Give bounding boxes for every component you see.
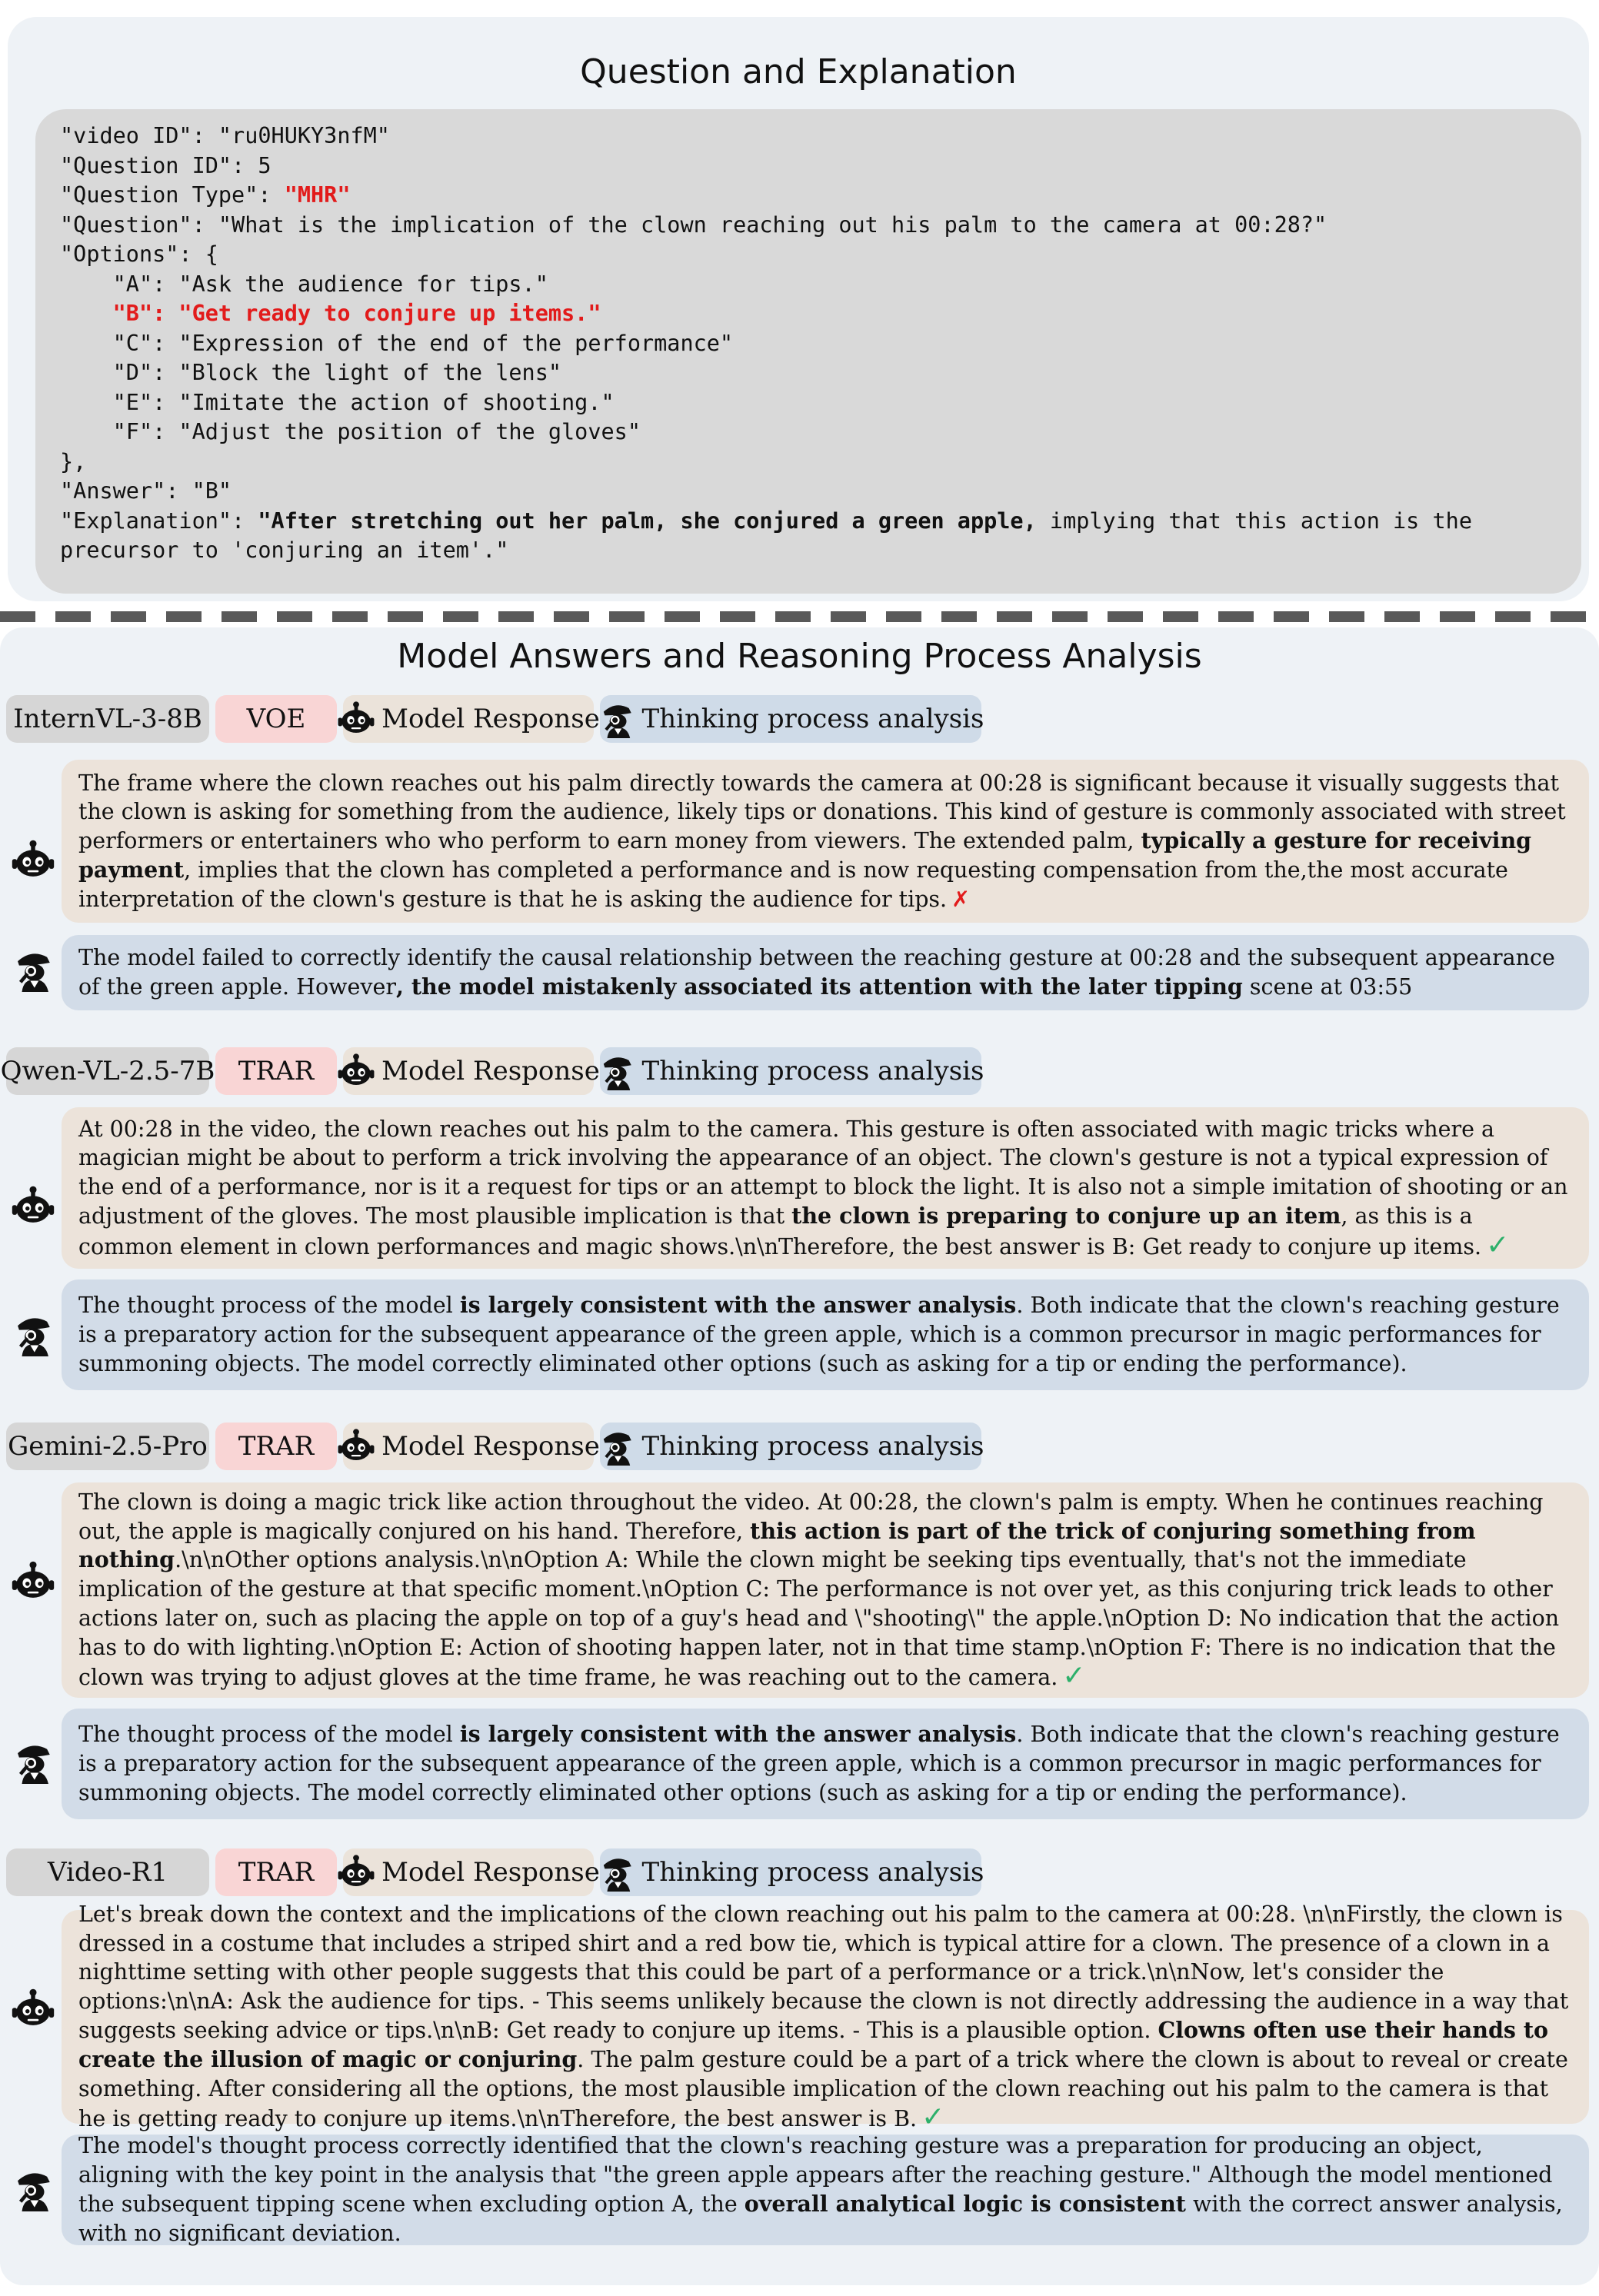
detective-icon — [598, 1052, 636, 1090]
analysis-text-bold: is largely consistent with the answer analysis — [459, 1292, 1017, 1319]
robot-icon — [337, 1853, 375, 1892]
model-response-box — [62, 1482, 1589, 1698]
analysis-text-plain: . Both indicate that the clown's reaching gesture is a preparatory action for the subsequent appearance of the green apple, which is a common precursor in magic performances for summoning objects. The model correctly eliminated other options (such as asking for a tip or ending the performance). — [78, 1293, 1560, 1376]
thinking-analysis-text — [78, 943, 1572, 1002]
correct-answer-icon: ✓ — [1486, 1229, 1510, 1261]
analysis-text-plain: The model failed to correctly identify the causal relationship between the reaching gesture at 00:28 and the subsequent appearance of the green apple. However — [78, 945, 1555, 1000]
dashed-divider — [0, 611, 1599, 622]
response-text-plain: , implies that the clown has completed a performance and is now requesting compensation from the,the most accurate interpretation of the clown's gesture is that he is asking the audience for tips. — [78, 857, 1508, 912]
code-explanation-key: "Explanation": — [60, 507, 258, 534]
question-panel — [8, 17, 1589, 601]
model-response-label — [343, 695, 600, 743]
code-question-type — [60, 181, 1557, 211]
model-name-badge: InternVL-3-8B — [6, 695, 209, 743]
response-text-plain: Let's break down the context and the implications of the clown reaching out his palm to the camera at 00:28. \n\nFirstly, the clown is dressed in a costume that includes a striped shirt and a red bow tie, which is typical attire for a clown. The presence of a clown in a nighttime setting with other people suggests that this could be part of a performance or a trick.\n\nNow, let's consider the options:\n\nA: Ask the audience for tips. - This seems unlikely because the clown is not directly addressing the audience in a way that suggests seeking advice or tips.\n\nB: Get ready to conjure up items. - This is a plausible option. — [78, 1901, 1569, 2043]
analysis-text-plain: . Both indicate that the clown's reaching gesture is a preparatory action for the subsequent appearance of the green apple, which is a common precursor in magic performances for summoning objects. The model correctly eliminated other options (such as asking for a tip or ending the performance). — [78, 1722, 1560, 1805]
question-code-block — [35, 109, 1581, 594]
code-option-a: "A": "Ask the audience for tips." — [60, 271, 548, 297]
thinking-analysis-box — [62, 1279, 1589, 1390]
code-question-id: "Question ID": 5 — [60, 152, 271, 178]
thinking-analysis-box — [62, 1709, 1589, 1819]
correct-answer-icon: ✓ — [921, 2101, 945, 2134]
thinking-analysis-label — [600, 1047, 984, 1095]
detective-icon — [598, 1427, 636, 1466]
thinking-analysis-label-text: Thinking process analysis — [641, 1056, 984, 1086]
thinking-analysis-text — [78, 1291, 1572, 1378]
code-answer: "Answer": "B" — [60, 478, 232, 504]
error-type-badge: TRAR — [215, 1848, 337, 1896]
model-response-label-text: Model Response — [381, 1431, 600, 1462]
analysis-text-plain: The thought process of the model — [78, 1722, 460, 1748]
model-response-label — [343, 1047, 600, 1095]
error-type-badge: TRAR — [215, 1047, 337, 1095]
robot-icon — [337, 1052, 375, 1090]
response-text-plain: . The palm gesture could be a part of a trick where the clown is about to reveal or create something. After considering all the options, the most plausible implication of the clown reaching out his palm to the camera is that he is getting ready to conjure up items.\n\nTherefore, the best answer is B. — [78, 2046, 1568, 2132]
code-option-c: "C": "Expression of the end of the performance" — [60, 330, 734, 356]
thinking-analysis-text — [78, 1720, 1572, 1807]
response-text-plain: At 00:28 in the video, the clown reaches out his palm to the camera. This gesture is often associated with magic tricks where a magician might be about to perform a trick involving the appearance of an object. The clown's gesture is not a typical expression of the end of a performance, nor is it a request for tips or an attempt to block the light. It is also not a simple imitation of shooting or an adjustment of the gloves. The most plausible implication is that — [78, 1116, 1568, 1229]
detective-icon — [11, 1739, 55, 1784]
analysis-text-bold: , the model mistakenly associated its attention with the later tipping — [395, 973, 1243, 1000]
code-question-type-value: "MHR" — [284, 182, 351, 208]
robot-icon — [11, 1184, 55, 1229]
code-explanation-line2: precursor to 'conjuring an item'." — [60, 537, 509, 563]
model-response-text — [78, 1115, 1572, 1262]
analysis-text-bold: overall analytical logic is consistent — [744, 2191, 1186, 2217]
code-options-open: "Options": { — [60, 241, 218, 267]
response-text-plain: , as this is a common element in clown performances and magic shows.\n\nTherefore, the best answer is B: Get ready to conjure up items. — [78, 1203, 1482, 1259]
response-text-bold: typically a gesture for receiving payment — [78, 827, 1532, 883]
detective-icon — [11, 1312, 55, 1356]
detective-icon — [598, 700, 636, 738]
code-video-id: "video ID": "ru0HUKY3nfM" — [60, 123, 390, 148]
thinking-analysis-label — [600, 695, 984, 743]
robot-icon — [11, 1559, 55, 1604]
response-text-plain: The clown is doing a magic trick like action throughout the video. At 00:28, the clown's palm is empty. When he continues reaching out, the apple is magically conjured on his hand. Therefore, — [78, 1489, 1544, 1544]
code-option-e: "E": "Imitate the action of shooting." — [60, 389, 615, 415]
robot-icon — [337, 700, 375, 738]
robot-icon — [11, 838, 55, 883]
thinking-analysis-label-text: Thinking process analysis — [641, 1431, 984, 1462]
thinking-analysis-label — [600, 1848, 984, 1896]
analysis-text-plain: The thought process of the model — [78, 1293, 460, 1319]
model-response-box — [62, 1107, 1589, 1269]
model-name-badge: Video-R1 — [6, 1848, 209, 1896]
wrong-answer-icon: ✗ — [951, 886, 971, 912]
thinking-analysis-label — [600, 1423, 984, 1470]
model-response-label-text: Model Response — [381, 1857, 600, 1888]
analysis-text-plain: with the correct answer analysis, with no significant deviation. — [78, 2191, 1563, 2246]
code-option-f: "F": "Adjust the position of the gloves" — [60, 419, 641, 444]
model-response-text — [78, 769, 1572, 914]
thinking-analysis-label-text: Thinking process analysis — [641, 1857, 984, 1888]
model-response-label — [343, 1423, 600, 1470]
error-type-badge: TRAR — [215, 1423, 337, 1470]
code-explanation-bold: "After stretching out her palm, she conjured a green apple, — [258, 507, 1037, 534]
model-response-label-text: Model Response — [381, 704, 600, 734]
detective-icon — [11, 2167, 55, 2211]
analysis-text-bold: is largely consistent with the answer analysis — [459, 1721, 1017, 1748]
code-explanation-rest: implying that this action is the — [1036, 507, 1472, 534]
analysis-text-plain: The model's thought process correctly identified that the clown's reaching gesture was a preparation for producing an object, aligning with the key point in the analysis that "the green apple appears after the reaching gesture." Although the model mentioned the subsequent tipping scene when excluding option A, the — [78, 2133, 1553, 2217]
model-response-label-text: Model Response — [381, 1056, 600, 1086]
code-question: "Question": "What is the implication of the clown reaching out his palm to the camera at 00:28?" — [60, 211, 1328, 238]
robot-icon — [11, 1987, 55, 2031]
answers-panel-title: Model Answers and Reasoning Process Analysis — [397, 637, 1202, 676]
question-panel-title: Question and Explanation — [580, 52, 1017, 92]
detective-icon — [598, 1853, 636, 1892]
error-type-badge: VOE — [215, 695, 337, 743]
code-options-close: }, — [60, 448, 87, 474]
thinking-analysis-label-text: Thinking process analysis — [641, 704, 984, 734]
response-text-plain: .\n\nOther options analysis.\n\nOption A: While the clown might be seeking tips eventually, that's not the immediate implication of the gesture at that specific moment.\nOption C: The performance is not over yet, as this conjuring trick leads to other actions later on, such as placing the apple on top of a guy's head and \"shooting\" the apple.\nOption D: No indication that the action has to do with lighting.\nOption E: Action of shooting happen later, not in that time stamp.\nOption F: There is no indication that the clown was trying to adjust gloves at the time frame, he was reaching out to the camera. — [78, 1547, 1560, 1691]
model-name-badge: Gemini-2.5-Pro — [6, 1423, 209, 1470]
response-text-bold: this action is part of the trick of conjuring something from nothing — [78, 1517, 1476, 1573]
correct-answer-icon: ✓ — [1062, 1660, 1086, 1692]
model-response-text — [78, 1488, 1572, 1693]
robot-icon — [337, 1427, 375, 1466]
detective-icon — [11, 947, 55, 992]
analysis-text-plain: scene at 03:55 — [1242, 974, 1413, 1000]
code-question-type-key: "Question Type": — [60, 182, 285, 208]
model-response-box — [62, 760, 1589, 923]
code-option-b-correct: "B": "Get ready to conjure up items." — [60, 301, 601, 326]
response-text-plain: The frame where the clown reaches out his palm directly towards the camera at 00:28 is significant because it visually suggests that the clown is asking for something from the audience, likely tips or donations. This kind of gesture is commonly associated with street performers or entertainers who who perform to earn money from viewers. The extended palm, — [78, 770, 1566, 854]
model-response-box — [62, 1901, 1589, 2134]
thinking-analysis-box — [62, 2135, 1589, 2245]
code-option-d: "D": "Block the light of the lens" — [60, 360, 562, 385]
thinking-analysis-text — [78, 2131, 1572, 2248]
model-response-text — [78, 1900, 1572, 2134]
code-explanation — [60, 507, 1557, 537]
response-text-bold: the clown is preparing to conjure up an item — [791, 1202, 1341, 1229]
model-response-label — [343, 1848, 600, 1896]
thinking-analysis-box — [62, 935, 1589, 1010]
model-name-badge: Qwen-VL-2.5-7B — [6, 1047, 209, 1095]
response-text-bold: Clowns often use their hands to create the illusion of magic or conjuring — [78, 2017, 1549, 2072]
